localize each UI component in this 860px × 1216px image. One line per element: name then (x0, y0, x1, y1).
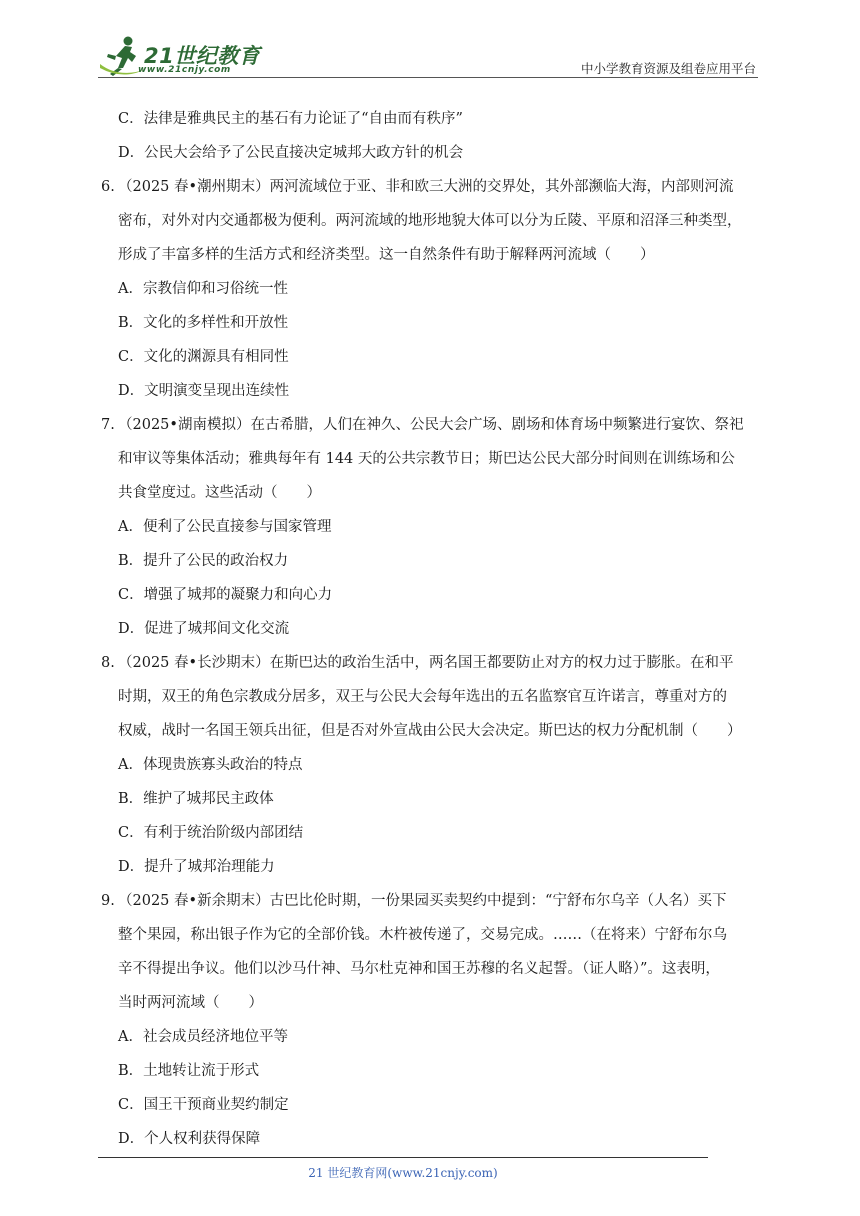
answer-option: C．增强了城邦的凝聚力和向心力 (118, 587, 333, 603)
question-text-continued: 形成了丰富多样的生活方式和经济类型。这一自然条件有助于解释两河流域（ ） (118, 247, 655, 263)
question-number: 9. (101, 893, 115, 909)
answer-option: A．宗教信仰和习俗统一性 (118, 281, 288, 297)
question-text-continued: 辛不得提出争议。他们以沙马什神、马尔杜克神和国王苏穆的名义起誓。（证人略）”。这表明， (118, 961, 720, 977)
answer-option: C．法律是雅典民主的基石有力论证了“自由而有秩序” (118, 111, 463, 127)
question-stem (101, 170, 768, 204)
question-stem (101, 884, 768, 918)
answer-option: C．有利于统治阶级内部团结 (118, 825, 304, 841)
footer-link[interactable]: 21 世纪教育网(www.21cnjy.com) (308, 1166, 498, 1180)
answer-option: B．提升了公民的政治权力 (118, 553, 289, 569)
question-text-continued: 共食堂度过。这些活动（ ） (118, 485, 321, 501)
answer-option: C．文化的渊源具有相同性 (118, 349, 289, 365)
question-number: 6. (101, 179, 115, 195)
question-text: （2025 春•长沙期末）在斯巴达的政治生活中，两名国王都要防止对方的权力过于膨胀。在和平 (118, 655, 734, 671)
logo-url: www.21cnjy.com (138, 65, 231, 75)
footer-divider (98, 1157, 708, 1158)
site-logo[interactable] (98, 34, 298, 80)
question-text: （2025 春•潮州期末）两河流域位于亚、非和欧三大洲的交界处，其外部濒临大海，内部则河流 (118, 179, 734, 195)
answer-option: C．国王干预商业契约制定 (118, 1097, 289, 1113)
question-number: 7. (101, 417, 115, 433)
answer-option: A．便利了公民直接参与国家管理 (118, 519, 332, 535)
question-stem (101, 408, 768, 442)
header-divider (98, 77, 758, 78)
question-number: 8. (101, 655, 115, 671)
question-text-continued: 密布，对外对内交通都极为便利。两河流域的地形地貌大体可以分为丘陵、平原和沼泽三种类型， (118, 213, 742, 229)
question-text: （2025 春•新余期末）古巴比伦时期，一份果园买卖契约中提到：“宁舒布尔乌辛（人名）买下 (118, 893, 727, 909)
page-header (98, 34, 758, 80)
answer-option: A．体现贵族寡头政治的特点 (118, 757, 303, 773)
question-text-continued: 时期，双王的角色宗教成分居多，双王与公民大会每年选出的五名监察官互许诺言，尊重对方的 (118, 689, 727, 705)
answer-option: B．土地转让流于形式 (118, 1063, 260, 1079)
answer-option: D．提升了城邦治理能力 (118, 859, 275, 875)
answer-option: D．促进了城邦间文化交流 (118, 621, 290, 637)
question-text: （2025•湖南模拟）在古希腊，人们在神久、公民大会广场、剧场和体育场中频繁进行宴饮、祭祀 (118, 417, 744, 433)
question-text-continued: 当时两河流域（ ） (118, 995, 263, 1011)
answer-option: A．社会成员经济地位平等 (118, 1029, 288, 1045)
logo-text: 21世纪教育 (144, 44, 261, 68)
question-list (101, 102, 768, 1156)
answer-option: D．公民大会给予了公民直接决定城邦大政方针的机会 (118, 145, 464, 161)
answer-option: D．个人权利获得保障 (118, 1131, 261, 1147)
question-text-continued: 和审议等集体活动；雅典每年有 144 天的公共宗教节日；斯巴达公民大部分时间则在训练场和公 (118, 451, 735, 467)
answer-option: D．文明演变呈现出连续性 (118, 383, 290, 399)
question-text-continued: 整个果园，称出银子作为它的全部价钱。木杵被传递了，交易完成。……（在将来）宁舒布尔乌 (118, 927, 727, 943)
question-text-continued: 权威，战时一名国王领兵出征，但是否对外宣战由公民大会决定。斯巴达的权力分配机制（ ） (118, 723, 742, 739)
platform-name: 中小学教育资源及组卷应用平台 (580, 61, 756, 76)
answer-option: B．文化的多样性和开放性 (118, 315, 289, 331)
question-stem (101, 646, 768, 680)
answer-option: B．维护了城邦民主政体 (118, 791, 274, 807)
